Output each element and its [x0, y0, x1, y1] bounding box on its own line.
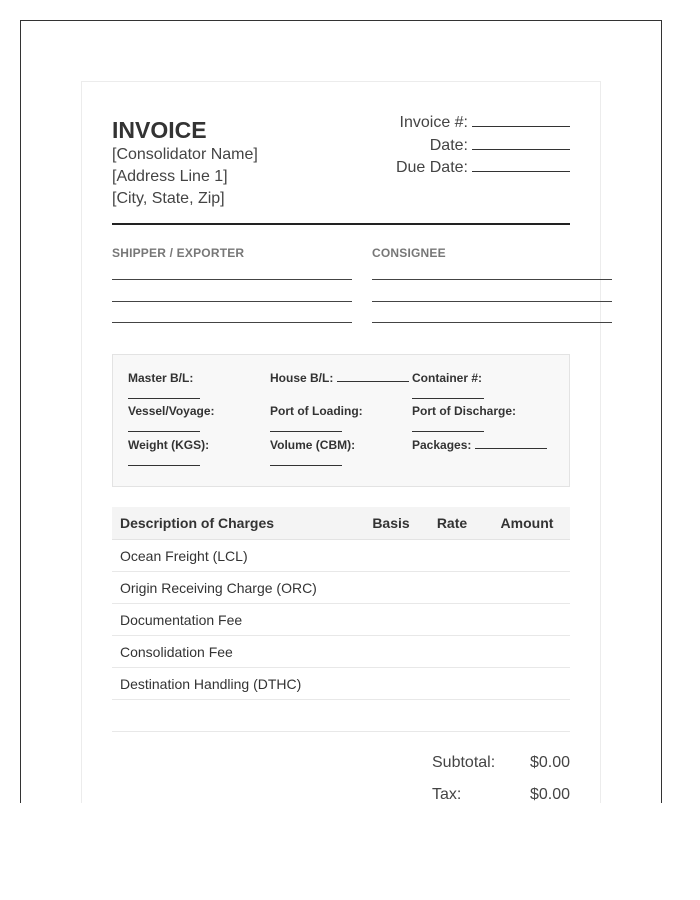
table-row [112, 604, 570, 636]
due-date-label: Due Date: [395, 159, 468, 176]
consignee-line-3[interactable] [372, 322, 612, 323]
packages-label: Packages: [412, 438, 472, 452]
charge-description: Consolidation Fee [112, 636, 362, 668]
consignee-section [372, 246, 612, 323]
shipper-section [112, 246, 352, 323]
due-date-field[interactable] [472, 159, 570, 172]
weight-field[interactable] [128, 455, 200, 469]
date-field[interactable] [472, 137, 570, 150]
charge-description: Origin Receiving Charge (ORC) [112, 572, 362, 604]
charge-amount[interactable] [484, 700, 570, 732]
date-row [396, 135, 570, 158]
table-row [112, 668, 570, 700]
charge-basis[interactable] [362, 540, 420, 572]
charge-description[interactable] [112, 700, 362, 732]
shipper-line-2[interactable] [112, 301, 352, 302]
weight-label: Weight (KGS): [128, 438, 210, 452]
charge-basis[interactable] [362, 636, 420, 668]
subtotal-value: $0.00 [529, 754, 570, 771]
shipment-details-box [112, 354, 570, 487]
invoice-number-label: Invoice #: [399, 114, 468, 131]
table-row [112, 636, 570, 668]
subtotal-label: Subtotal: [432, 754, 496, 771]
charge-amount[interactable] [484, 636, 570, 668]
charge-amount[interactable] [484, 668, 570, 700]
charge-amount[interactable] [484, 572, 570, 604]
address-line-1: [Address Line 1] [112, 168, 228, 185]
document-frame [20, 20, 662, 803]
invoice-number-row [396, 112, 570, 135]
charge-description: Destination Handling (DTHC) [112, 668, 362, 700]
invoice-number-field[interactable] [472, 114, 570, 127]
master-bl-label: Master B/L: [128, 371, 194, 385]
vessel-voyage-field[interactable] [128, 421, 200, 435]
packages-field[interactable] [412, 438, 547, 452]
port-of-loading-label: Port of Loading: [270, 404, 363, 418]
col-rate: Rate [420, 507, 484, 540]
col-description: Description of Charges [112, 507, 362, 540]
invoice-sheet [81, 81, 601, 803]
table-row [112, 700, 570, 732]
tax-value: $0.00 [529, 786, 570, 803]
col-basis: Basis [362, 507, 420, 540]
table-row [112, 572, 570, 604]
consolidator-name: [Consolidator Name] [112, 146, 258, 163]
port-of-discharge-field[interactable] [412, 421, 484, 435]
table-row [112, 540, 570, 572]
consignee-line-1[interactable] [372, 279, 612, 280]
invoice-title: INVOICE [112, 117, 207, 143]
container-number-field[interactable] [412, 388, 484, 402]
charges-table [112, 507, 570, 732]
due-date-row [396, 157, 570, 180]
city-state-zip: [City, State, Zip] [112, 190, 225, 207]
house-bl-field[interactable] [270, 371, 409, 385]
charge-rate[interactable] [420, 540, 484, 572]
house-bl-label: House B/L: [270, 371, 334, 385]
volume-label: Volume (CBM): [270, 438, 356, 452]
charge-rate[interactable] [420, 668, 484, 700]
invoice-meta [396, 112, 570, 180]
charges-header-row [112, 507, 570, 540]
charge-rate[interactable] [420, 636, 484, 668]
col-amount: Amount [484, 507, 570, 540]
charge-rate[interactable] [420, 604, 484, 636]
shipper-line-3[interactable] [112, 322, 352, 323]
volume-field[interactable] [270, 455, 342, 469]
charge-basis[interactable] [362, 700, 420, 732]
consignee-line-2[interactable] [372, 301, 612, 302]
port-of-discharge-label: Port of Discharge: [412, 404, 517, 418]
charge-description: Documentation Fee [112, 604, 362, 636]
date-label: Date: [429, 136, 468, 154]
shipper-line-1[interactable] [112, 279, 352, 280]
tax-label: Tax: [432, 786, 462, 803]
charge-amount[interactable] [484, 604, 570, 636]
shipper-label: SHIPPER / EXPORTER [112, 246, 245, 260]
charge-rate[interactable] [420, 572, 484, 604]
charge-basis[interactable] [362, 668, 420, 700]
consignee-label: CONSIGNEE [372, 246, 446, 260]
header-divider [112, 223, 570, 225]
tax-row [432, 786, 570, 803]
totals-block [432, 754, 570, 803]
charge-description: Ocean Freight (LCL) [112, 540, 362, 572]
charge-amount[interactable] [484, 540, 570, 572]
vessel-voyage-label: Vessel/Voyage: [128, 404, 215, 418]
master-bl-field[interactable] [128, 388, 200, 402]
container-number-label: Container #: [412, 371, 483, 385]
port-of-loading-field[interactable] [270, 421, 342, 435]
charge-rate[interactable] [420, 700, 484, 732]
issuer-block [112, 116, 258, 210]
charge-basis[interactable] [362, 572, 420, 604]
charge-basis[interactable] [362, 604, 420, 636]
subtotal-row [432, 754, 570, 786]
